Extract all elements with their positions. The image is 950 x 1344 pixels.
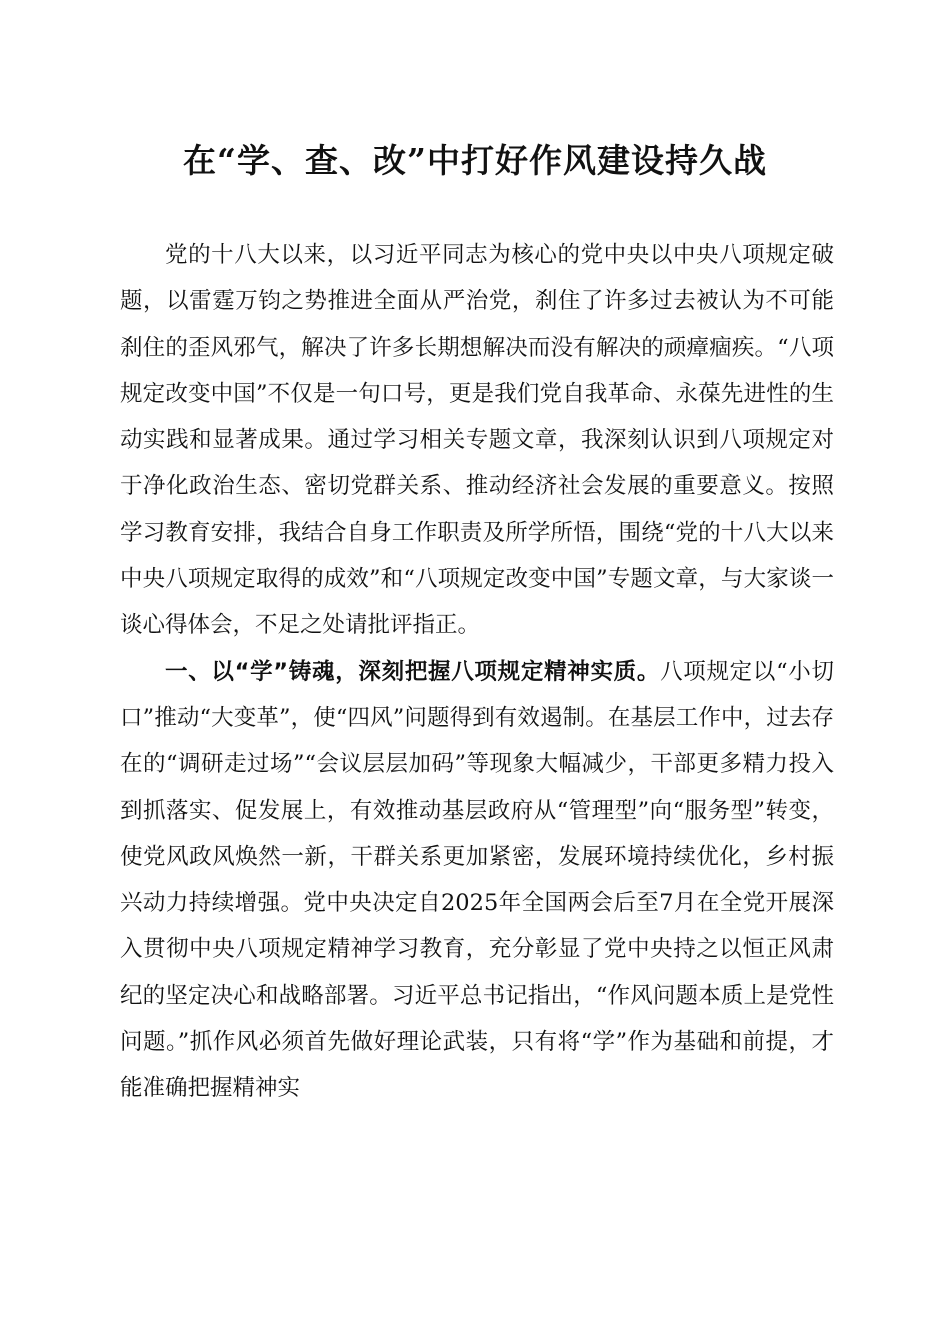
paragraph-section-one	[120, 649, 834, 1112]
section-one-heading: 一、以“学”铸魂，深刻把握八项规定精神实质。	[165, 658, 661, 685]
section-one-text: 八项规定以“小切口”推动“大变革”，使“四风”问题得到有效遏制。在基层工作中，过去存在的“调研走过场”“会议层层加码”等现象大幅减少，干部更多精力投入到抓落实、促发展上，有效推动基层政府从“管理型”向“服务型”转变，使党风政风焕然一新，干群关系更加紧密，发展环境持续优化，乡村振兴动力持续增强。党中央决定自2025年全国两会后至7月在全党开展深入贯彻中央八项规定精神学习教育，充分彰显了党中央持之以恒正风肃纪的坚定决心和战略部署。习近平总书记指出，“作风问题本质上是党性问题。”抓作风必须首先做好理论武装，只有将“学”作为基础和前提，才能准确把握精神实	[120, 658, 834, 1102]
paragraph-intro	[120, 232, 834, 649]
document-title: 在“学、查、改”中打好作风建设持久战	[183, 141, 767, 180]
document-body	[120, 232, 834, 1112]
paragraph-intro-text: 党的十八大以来，以习近平同志为核心的党中央以中央八项规定破题，以雷霆万钧之势推进全面从严治党，刹住了许多过去被认为不可能刹住的歪风邪气，解决了许多长期想解决而没有解决的顽瘴痼疾。“八项规定改变中国”不仅是一句口号，更是我们党自我革命、永葆先进性的生动实践和显著成果。通过学习相关专题文章，我深刻认识到八项规定对于净化政治生态、密切党群关系、推动经济社会发展的重要意义。按照学习教育安排，我结合自身工作职责及所学所悟，围绕“党的十八大以来中央八项规定取得的成效”和“八项规定改变中国”专题文章，与大家谈一谈心得体会，不足之处请批评指正。	[120, 242, 834, 639]
